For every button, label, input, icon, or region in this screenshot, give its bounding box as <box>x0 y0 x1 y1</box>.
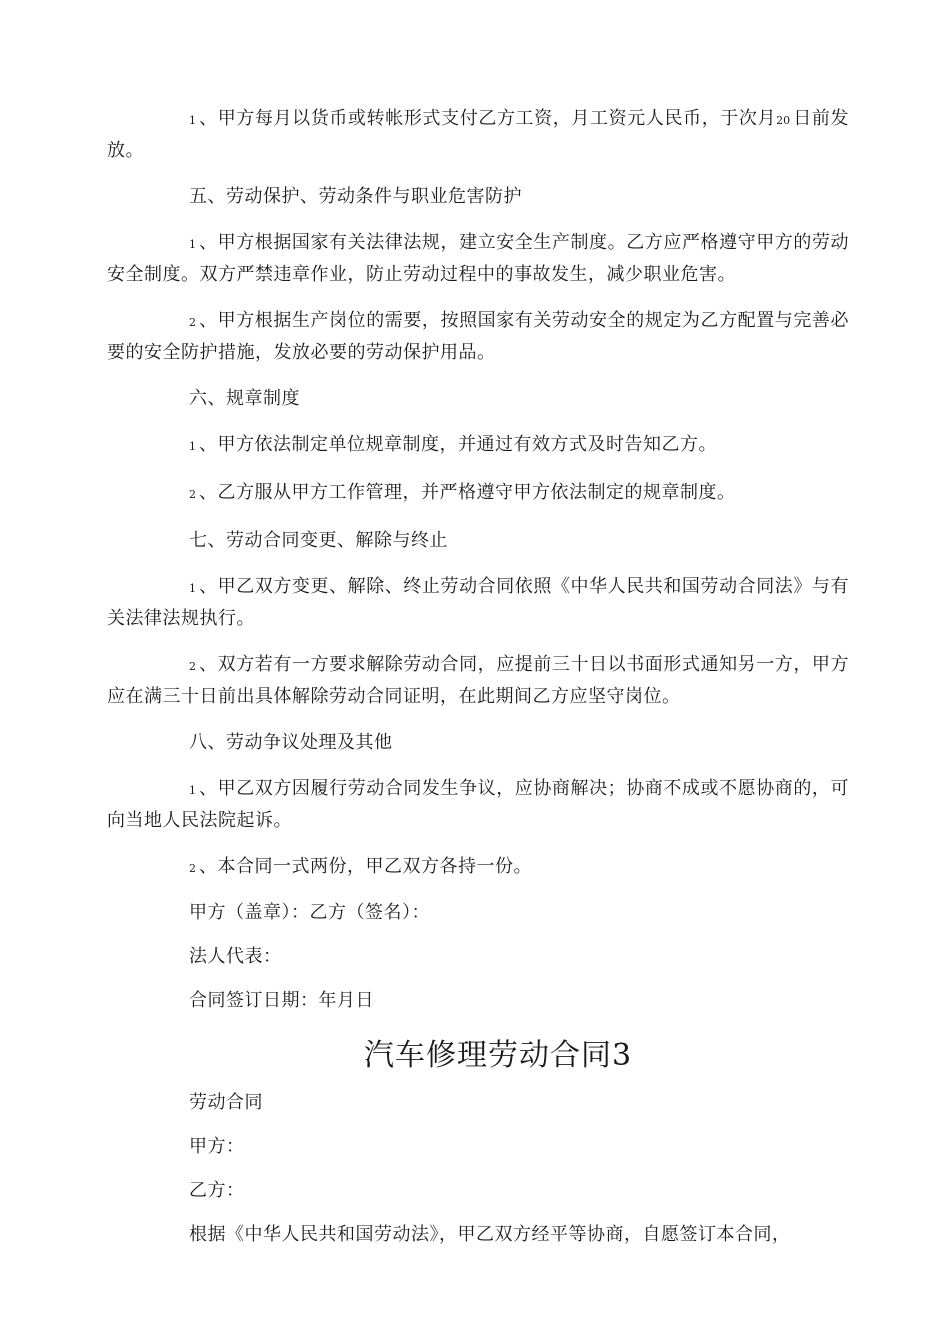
paragraph-contract-termination: 2 、双方若有一方要求解除劳动合同，应提前三十日以书面形式通知另一方，甲方应在满三十日前出具体解除劳动合同证明，在此期间乙方应坚守岗位。 <box>107 654 849 707</box>
paragraph-contract-change: 1 、甲乙双方变更、解除、终止劳动合同依照《中华人民共和国劳动合同法》与有关法律法规执行。 <box>107 576 849 629</box>
document-page <box>107 104 849 1250</box>
signature-legal-rep: 法人代表： <box>189 946 282 967</box>
inline-number: 20 <box>776 114 791 127</box>
party-a-label: 甲方： <box>189 1136 245 1157</box>
item-number: 1 <box>189 440 196 453</box>
item-number: 1 <box>189 784 196 797</box>
paragraph-dispute: 1 、甲乙双方因履行劳动合同发生争议，应协商解决；协商不成或不愿协商的，可向当地人民法院起诉。 <box>107 778 849 831</box>
paragraph-copies: 2 、本合同一式两份，甲乙双方各持一份。 <box>189 856 532 877</box>
document-title: 汽车修理劳动合同3 <box>363 1038 633 1073</box>
party-b-label: 乙方： <box>189 1180 245 1201</box>
section-heading-7: 七、劳动合同变更、解除与终止 <box>189 530 448 551</box>
item-number: 2 <box>189 488 196 501</box>
contract-intro: 根据《中华人民共和国劳动法》，甲乙双方经平等协商，自愿签订本合同， <box>189 1224 791 1245</box>
paragraph-protection-equipment: 2 、甲方根据生产岗位的需要，按照国家有关劳动安全的规定为乙方配置与完善必要的安全防护措施，发放必要的劳动保护用品。 <box>107 310 849 363</box>
section-heading-5: 五、劳动保护、劳动条件与职业危害防护 <box>189 186 522 207</box>
item-number: 1 <box>189 582 196 595</box>
paragraph-rules-notice: 1 、甲方依法制定单位规章制度，并通过有效方式及时告知乙方。 <box>189 434 717 455</box>
section-heading-8: 八、劳动争议处理及其他 <box>189 732 393 753</box>
paragraph-rules-compliance: 2 、乙方服从甲方工作管理，并严格遵守甲方依法制定的规章制度。 <box>189 482 736 503</box>
item-number: 2 <box>189 862 196 875</box>
item-number: 1 <box>189 238 196 251</box>
item-number: 2 <box>189 316 196 329</box>
contract-subtitle: 劳动合同 <box>189 1092 263 1113</box>
paragraph-wage: 1 、甲方每月以货币或转帐形式支付乙方工资，月工资元人民币，于次月20 日前发放。 <box>107 108 849 161</box>
signature-parties: 甲方（盖章）：乙方（签名）： <box>189 902 430 923</box>
signature-date: 合同签订日期：年月日 <box>189 990 374 1011</box>
item-number: 1 <box>189 114 196 127</box>
item-number: 2 <box>189 660 196 673</box>
section-heading-6: 六、规章制度 <box>189 388 300 409</box>
paragraph-safety-system: 1 、甲方根据国家有关法律法规，建立安全生产制度。乙方应严格遵守甲方的劳动安全制度。双方严禁违章作业，防止劳动过程中的事故发生，减少职业危害。 <box>107 232 849 285</box>
